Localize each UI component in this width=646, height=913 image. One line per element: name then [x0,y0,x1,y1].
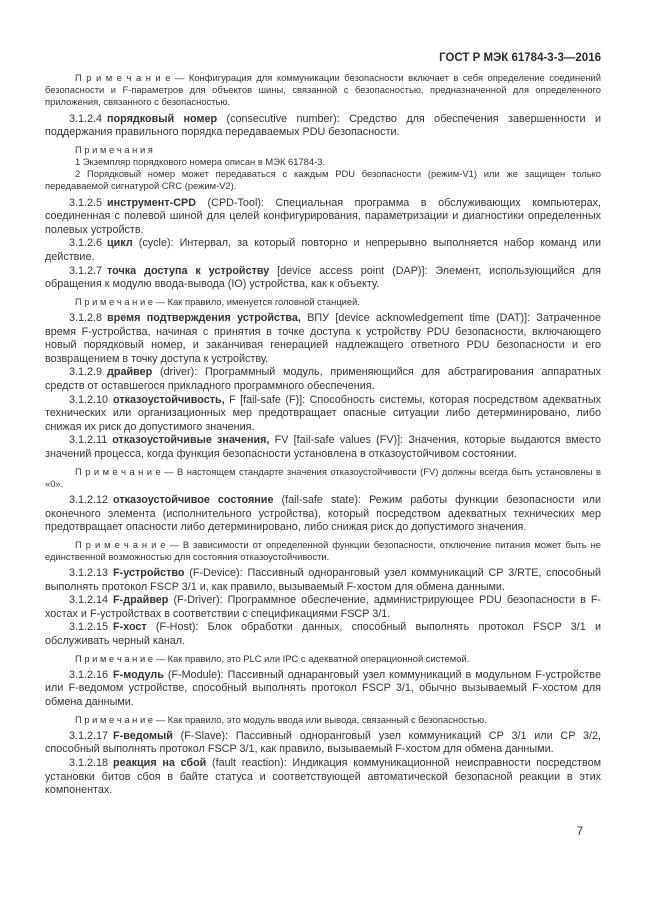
definition-3-1-2-6 [45,237,601,264]
definition-text: (F-Driver): Программное обеспечение, администрирующее PDU безопасности в F-хостах и F-устройствах в соответствии с спецификациями FSCP 3/1. [45,594,602,620]
term: отказоустойчивость, [113,393,225,406]
note-text: В настоящем стандарте значения отказоустойчивости (FV) должны всегда быть установлены в «0». [45,465,601,489]
clause-number: 3.1.2.9 [69,366,103,379]
definition-text: (fault reaction): Индикация коммуникационной неисправности посредством установки битов сбоя в байте статуса и соответствующей автоматической безопасной реакции в этих компонентах. [45,757,602,797]
definition-3-1-2-15 [45,621,601,648]
note-paragraph [45,653,601,665]
definition-3-1-2-11 [45,434,601,461]
definition-text: (F-Module): Пассивный однаранговый узел коммуникаций в модульном F-устройстве или F-ведомом устройстве, способный выполнять протокол FSCP 3/1, обычно вызываемый F-хостом для обмена данными. [45,668,602,709]
term: инструмент-CPD [107,196,196,209]
definition-text: (F-Host): Блок обработки данных, способный выполнять протокол FSCP 3/1 и обслуживать черный канал. [45,621,601,648]
term: время подтверждения устройства, [107,311,301,324]
definition-3-1-2-5 [45,197,601,238]
clause-number: 3.1.2.15 [69,621,109,634]
definition-text: (fail-safe state): Режим работы функции безопасности или оконечного элемента (исполнительного устройства), который посредством адекватных технических мер предотвращает опасности либо детерминировано, либо снижая риск до допустимого значения. [45,493,601,534]
definition-text: (consecutive number): Средство для обеспечения завершенности и поддержания правильного порядка передаваемых PDU безопасности. [45,112,602,139]
definition-3-1-2-7 [45,265,601,292]
note-label: П р и м е ч а н и е — [75,713,165,725]
definition-text: ВПУ [device acknowledgement time (DAT)]: Затраченное время F-устройства, начиная с принятия в точке доступа к устройству PDU безопасности, включающего новый порядковый номер, и заканчивая генерацией надлежащего ответного PDU безопасности и его возвращением в точку доступа к устройству. [45,311,601,365]
note-text: Конфигурация для коммуникации безопасности включает в себя определение соединений безопасности и F-параметров для объектов шины, связанной с безопасностью, предназначенной для определенного приложения, связанного с безопасностью. [45,72,602,108]
clause-number: 3.1.2.8 [69,311,103,324]
clause-number: 3.1.2.17 [69,729,109,742]
note-paragraph [45,466,601,490]
definition-3-1-2-4 [45,113,601,140]
note-paragraph [45,72,601,109]
note-item: 2 Порядковый номер может передаваться с каждым PDU безопасности (режим-V1) или же защищен только передаваемой сигнатурой CRC (режим-V2). [45,168,601,192]
clause-number: 3.1.2.4 [69,112,103,125]
clause-number: 3.1.2.10 [69,393,109,406]
clause-number: 3.1.2.6 [69,237,103,250]
term: порядковый номер [107,112,218,125]
term: отказоустойчивые значения, [112,434,270,447]
definition-text: FV [fail-safe values (FV)]: Значения, которые выдаются вместо значений процесса, когда функция безопасности установлена в отказоустойчивом состоянии. [45,434,601,460]
note-text: В зависимости от определенной функции безопасности, отключение питания может быть не единственной возможностью для состояния отказоустойчивости. [45,538,602,562]
note-paragraph [45,296,601,308]
notes-group [45,144,601,193]
definition-text: [device access point (DAP)]: Элемент, использующийся для обращения к модулю ввода-вывода (IO) устройства, как к объекту. [45,264,602,291]
definition-text: (driver): Программный модуль, применяющийся для абстрагирования аппаратных средств от оставшегося прикладного программного обеспечения. [45,366,601,392]
clause-number: 3.1.2.18 [69,757,109,770]
definition-3-1-2-9 [45,366,601,393]
term: F-ведомый [113,729,173,742]
note-paragraph [45,539,601,563]
note-text: Как правило, именуется головной станцией. [167,295,360,307]
definition-text: (CPD-Tool): Специальная программа в обслуживающих компьютерах, соединенная с полевой шиной для целей конфигурирования, параметризации и диагностики определенных полевых устройств. [45,196,602,236]
term: F-устройство [113,567,185,580]
note-item: 1 Экземпляр порядкового номера описан в МЭК 61784-3. [75,156,326,167]
term: F-модуль [113,668,164,681]
note-label: П р и м е ч а н и е — [75,295,165,307]
definition-3-1-2-12 [45,494,601,535]
note-label: П р и м е ч а н и е — [75,652,165,664]
definition-3-1-2-16 [45,669,601,710]
definition-text: F [fail-safe (F)]: Способность системы, которая посредством адекватных технических или организационных мер предотвращает опасные ситуации либо детерминировано, либо снижая их риск до допустимого значения. [45,393,601,433]
term: точка доступа к устройству [107,264,270,277]
definition-text: (F-Device): Пассивный одноранговый узел коммуникаций CP 3/RTE, способный выполнять протокол FSCP 3/1 и, как правило, вызываемый F-хостом для обмена данными. [45,567,602,593]
note-text: Как правило, это PLC или IPC с адекватной операционной системой. [167,652,470,664]
clause-number: 3.1.2.12 [69,493,109,506]
note-label: П р и м е ч а н и е — [75,72,185,83]
document-header: ГОСТ Р МЭК 61784-3-3—2016 [439,52,601,64]
notes-group-label: П р и м е ч а н и я [75,143,153,155]
definition-3-1-2-13 [45,567,601,594]
definition-3-1-2-14 [45,594,601,621]
clause-number: 3.1.2.13 [69,567,109,580]
note-paragraph [45,714,601,726]
term: драйвер [107,366,153,379]
term: F-хост [113,621,147,634]
note-label: П р и м е ч а н и е — [75,538,179,550]
term: реакция на сбой [113,757,207,770]
clause-number: 3.1.2.16 [69,668,109,681]
definition-3-1-2-18 [45,757,601,798]
definition-text: (F-Slave): Пассивный одноранговый узел коммуникаций CP 3/1 или CP 3/2, способный выполнять протокол FSCP 3/1, как правило, вызываемый F-хостом для обмена данными. [45,729,602,756]
note-label: П р и м е ч а н и е — [75,465,174,477]
definition-3-1-2-8 [45,312,601,366]
term: цикл [107,237,133,250]
clause-number: 3.1.2.7 [69,264,103,277]
definition-text: (cycle): Интервал, за который повторно и непрерывно выполняется набор команд или действие. [45,237,601,263]
definition-3-1-2-10 [45,394,601,435]
note-text: Как правило, это модуль ввода или вывода, связанный с безопасностью. [167,713,487,725]
page-number: 7 [576,826,583,838]
definition-3-1-2-17 [45,730,601,757]
clause-number: 3.1.2.11 [69,434,108,447]
clause-number: 3.1.2.14 [69,594,109,607]
clause-number: 3.1.2.5 [69,196,103,209]
term: отказоустойчивое состояние [113,493,274,506]
term: F-драйвер [113,594,169,607]
